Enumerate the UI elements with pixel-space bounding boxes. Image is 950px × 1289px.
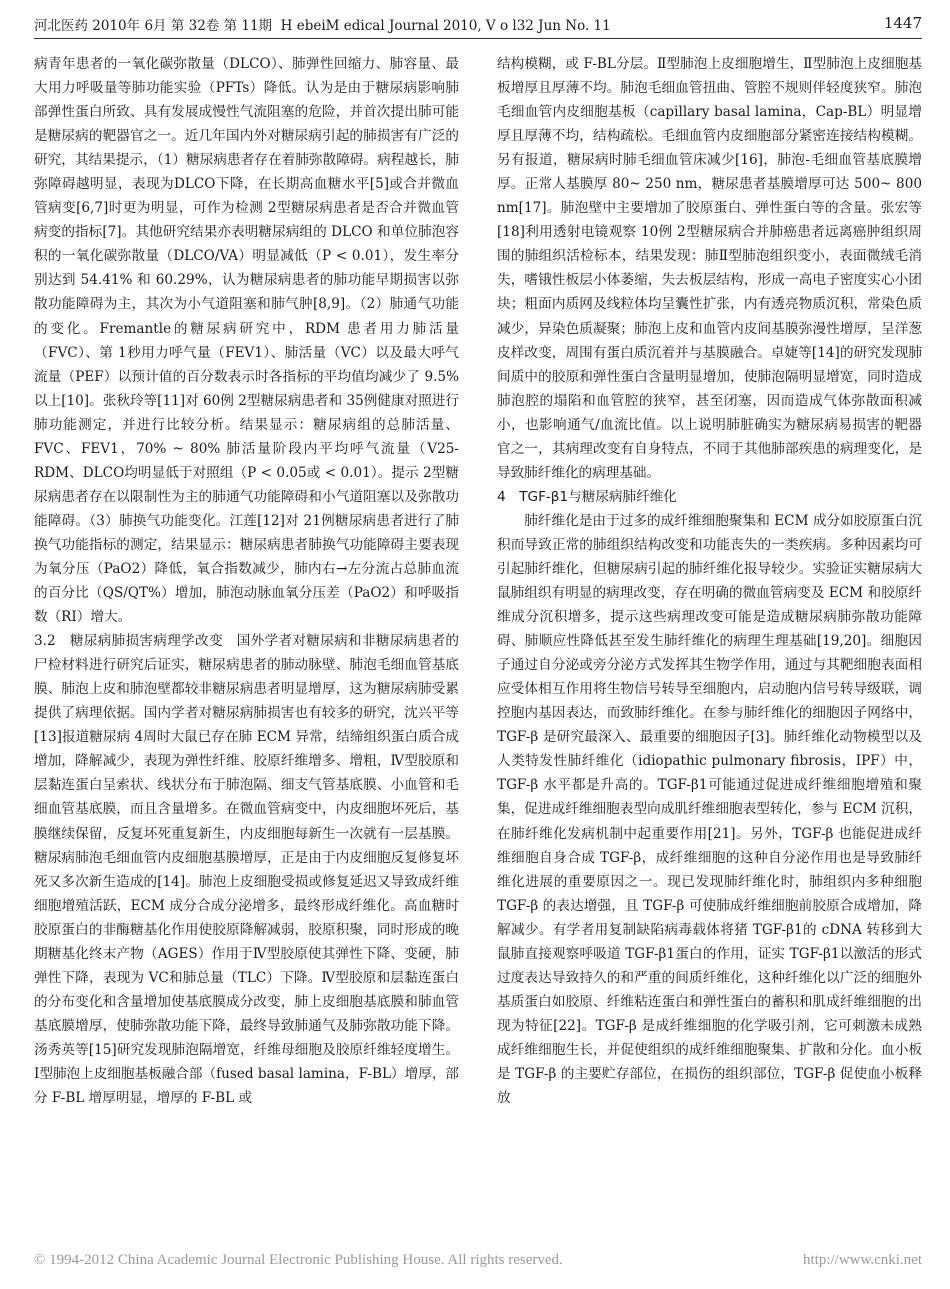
journal-name-en: H ebeiM edical Journal 2010, V o l32 Jun No. 11 [280,18,611,34]
journal-name-cn: 河北医药 2010年 6月 第 32卷 第 11期 [34,18,273,34]
paragraph-pulmonary-fibrosis: 肺纤维化是由于过多的成纤维细胞聚集和 ECM 成分如胶原蛋白沉积而导致正常的肺组织结构改变和功能丧失的一类疾病。多种因素均可引起肺纤维化，但糖尿病引起的肺纤维化报导较少。实验证实糖尿病大鼠肺组织有明显的病理改变，存在明确的微血管病变及 ECM 和胶原纤维成分沉积增多，提示这些病理改变可能是造成糖尿病肺弥散功能障碍、肺顺应性降低甚至发生肺纤维化的病理生理基础[19,20]。细胞因子通过自分泌或旁分泌方式发挥其生物学作用，通过与其靶细胞表面相应受体相互作用将生物信号转导至细胞内，启动胞内信号转导级联，调控胞内基因表达，而致肺纤维化。在参与肺纤维化的细胞因子网络中，TGF-β 是研究最深入、最重要的细胞因子[3]。肺纤维化动物模型以及人类特发性肺纤维化（idiopathic pulmonary fibrosis，IPF）中，TGF-β 水平都是升高的。TGF-β1可能通过促进成纤维细胞增殖和聚集，促进成纤维细胞表型向成肌纤维细胞表型转化，参与 ECM 沉积，在肺纤维化发病机制中起重要作用[21]。另外，TGF-β 也能促进成纤维细胞自身合成 TGF-β，成纤维细胞的这种自分泌作用也是导致肺纤维化进展的重要原因之一。现已发现肺纤维化时，肺组织内多种细胞 TGF-β 的表达增强，且 TGF-β 可使肺成纤维细胞前胶原合成增加，降解减少。有学者用复制缺陷病毒载体将猪 TGF-β1的 cDNA 转移到大鼠肺直接观察呼吸道 TGF-β1蛋白的作用，证实 TGF-β1以激活的形式过度表达导致持久的和严重的间质纤维化，这种纤维化以广泛的细胞外基质蛋白如胶原、纤维粘连蛋白和弹性蛋白的蓄积和肌成纤维细胞的出现为特征[22]。TGF-β 是成纤维细胞的化学吸引剂，它可刺激未成熟成纤维细胞生长，并促使组织的成纤维细胞聚集、扩散和分化。血小板是 TGF-β 的主要贮存部位，在损伤的组织部位，TGF-β 促使血小板释放 [497,512,922,1107]
running-header [34,10,922,40]
journal-citation [34,14,611,34]
paragraph-pathology-continued: 结构模糊，或 F-BL分层。Ⅱ型肺泡上皮细胞增生，Ⅱ型肺泡上皮细胞基板增厚且厚薄不均。肺泡毛细血管扭曲、管腔不规则伴轻度狭窄。肺泡毛细血管内皮细胞基板（capillary basal lamina，Cap-BL）明显增厚且厚薄不均，结构疏松。毛细血管内皮细胞部分紧密连接结构模糊。另有报道，糖尿病时肺毛细血管床减少[16]，肺泡-毛细血管基底膜增厚。正常人基膜厚 80~ 250 nm，糖尿患者基膜增厚可达 500~ 800 nm[17]。肺泡壁中主要增加了胶原蛋白、弹性蛋白等的含量。张宏等[18]利用透射电镜观察 10例 2型糖尿病合并肺癌患者远离癌肿组织周围的肺组织活检标本，结果发现：肺Ⅱ型肺泡组织变小，表面微绒毛消失，嗜锇性板层小体萎缩，失去板层结构，形成一高电子密度实心小团块；粗面内质网及线粒体均呈囊性扩张，内有透亮物质沉积，常染色质减少，异染色质凝聚；肺泡上皮和血管内皮间基膜弥漫性增厚，呈洋葱皮样改变，周围有蛋白质沉着并与基膜融合。卓婕等[14]的研究发现肺间质中的胶原和弹性蛋白含量明显增加，使肺泡隔明显增宽，同时造成肺泡腔的塌陷和血管腔的狭窄，甚至闭塞，因而造成气体弥散面积减小，也影响通气/血流比值。以上说明肺脏确实为糖尿病易损害的靶器官之一，其病理改变有自身特点，不同于其他肺部疾患的病理变化，是导致肺纤维化的病理基础。 [497,56,922,481]
paragraph-lung-function-changes: 病青年患者的一氧化碳弥散量（DLCO）、肺弹性回缩力、肺容量、最大用力呼吸量等肺功能实验（PFTs）降低。认为是由于糖尿病影响肺部弹性蛋白所致、具有发展成慢性气流阻塞的危险，并首次提出肺可能是糖尿病的靶器官之一。近几年国内外对糖尿病引起的肺损害有广泛的研究，其结果提示，（1）糖尿病患者存在着肺弥散障碍。病程越长，肺弥障碍越明显，表现为DLCO下降，在长期高血糖水平[5]或合并微血管病变[6,7]时更为明显，可作为检测 2型糖尿病患者是否合并微血管病变的指标[7]。其他研究结果亦表明糖尿病组的 DLCO 和单位肺泡容积的一氧化碳弥散量（DLCO/VA）明显减低（P < 0.01），发生率分别达到 54.41% 和 60.29%，认为糖尿病患者的肺功能早期损害以弥散功能障碍为主，其次为小气道阻塞和肺气肿[8,9]。（2）肺通气功能的变化。Fremantle的糖尿病研究中，RDM 患者用力肺活量（FVC）、第 1秒用力呼气量（FEV1）、肺活量（VC）以及最大呼气流量（PEF）以预计值的百分数表示时各指标的平均值均减少了 9.5% 以上[10]。张秋玲等[11]对 60例 2型糖尿病患者和 35例健康对照进行肺功能测定，并进行比较分析。结果显示：糖尿病组的总肺活量、FVC、FEV1，70% ~ 80% 肺活量阶段内平均呼气流量（V25-RDM、DLCO均明显低于对照组（P < 0.05或 < 0.01）。提示 2型糖尿病患者存在以限制性为主的肺通气功能障碍和小气道阻塞以及弥散功能障碍。（3）肺换气功能变化。江莲[12]对 21例糖尿病患者进行了肺换气功能指标的测定，结果显示：糖尿病患者肺换气功能障碍主要表现为氧分压（PaO2）降低，氧合指数减少，肺内右→左分流占总肺血流的百分比（QS/QT%）增加，肺泡动脉血氧分压差（PaO2）和呼吸指数（RI）增大。 [34,56,459,626]
left-column [34,52,459,1110]
paragraph-pathology-changes: 3.2 糖尿病肺损害病理学改变 国外学者对糖尿病和非糖尿病患者的尸检材料进行研究后证实，糖尿病患者的肺动脉壁、肺泡毛细血管基底膜、肺泡上皮和肺泡壁都较非糖尿病患者明显增厚，这为糖尿病肺受累提供了病理依据。国内学者对糖尿病肺损害也有较多的研究，沈兴平等[13]报道糖尿病 4周时大鼠已存在肺 ECM 异常，结缔组织蛋白质合成增加，降解减少，表现为弹性纤维、胶原纤维增多、增粗，Ⅳ型胶原和层黏连蛋白呈索状、线状分布于肺泡隔、细支气管基底膜、小血管和毛细血管基底膜，而且含量增多。在微血管病变中，内皮细胞坏死后，基膜继续保留，反复坏死重复新生，内皮细胞每新生一次就有一层基膜。糖尿病肺泡毛细血管内皮细胞基膜增厚，正是由于内皮细胞反复修复坏死又多次新生造成的[14]。肺泡上皮细胞受损或修复延迟又导致成纤维细胞增殖活跃，ECM 成分合成分泌增多，最终形成纤维化。高血糖时胶原蛋白的非酶糖基化作用使胶原降解减弱，胶原积聚，同时形成的晚期糖基化终末产物（AGES）作用于Ⅳ型胶原使其弹性下降、变硬，肺弹性下降，表现为 VC和肺总量（TLC）下降。Ⅳ型胶原和层黏连蛋白的分布变化和含量增加使基底膜成分改变，肺上皮细胞基底膜和肺血管基底膜增厚，使肺弥散功能下降，最终导致肺通气及肺弥散功能下降。汤秀英等[15]研究发现肺泡隔增宽，纤维母细胞及胶原纤维轻度增生。Ⅰ型肺泡上皮细胞基板融合部（fused basal lamina，F-BL）增厚，部分 F-BL 增厚明显，增厚的 F-BL 或 [34,633,460,1107]
copyright-notice: © 1994-2012 China Academic Journal Electronic Publishing House. All rights reserved. [34,1252,563,1268]
website-link[interactable]: http://www.cnki.net [802,1252,922,1268]
section-heading-tgf-beta: 4 TGF-β1与糖尿病肺纤维化 [497,488,677,505]
page-number: 1447 [883,14,922,32]
header-rule [34,38,922,39]
page-footer [34,1252,922,1269]
right-column [497,52,922,1110]
